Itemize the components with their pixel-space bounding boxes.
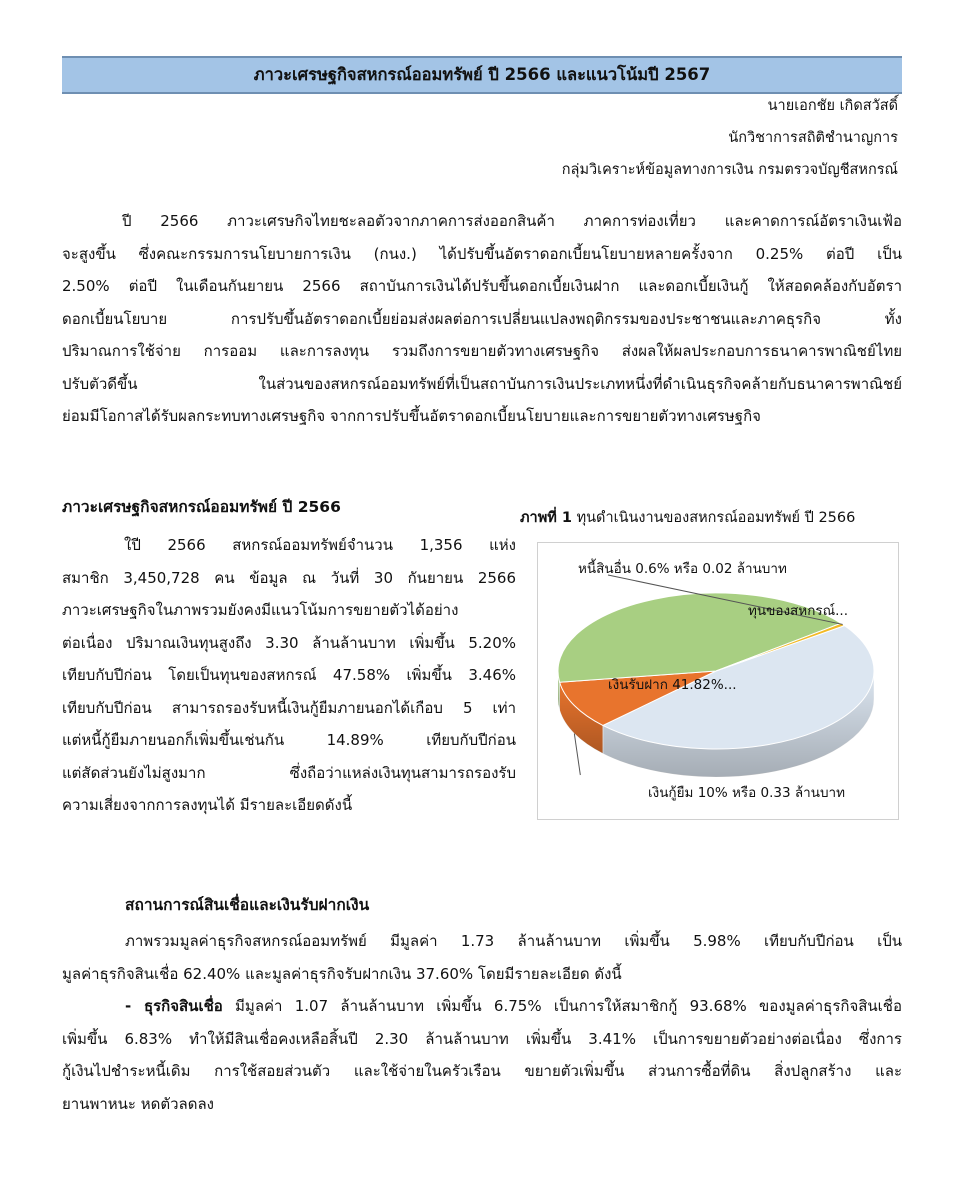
section2-line: มูลค่าธุรกิจสินเชื่อ 62.40% และมูลค่าธุรกิจรับฝากเงิน 37.60% โดยมีรายละเอียด ดังนี้ (62, 964, 622, 983)
slice-label-borrowing: เงินกู้ยืม 10% หรือ 0.33 ล้านบาท (648, 785, 846, 801)
author-name: นายเอกชัย เกิดสวัสดิ์ (767, 98, 898, 114)
intro-line: จะสูงขึ้น ซึ่งคณะกรรมการนโยบายการเงิน (กนง.) ได้ปรับขึ้นอัตราดอกเบี้ยนโยบายหลายครั้งจาก 0.25% ต่อปี เป็น (62, 244, 902, 263)
intro-line: ปรับตัวดีขึ้น ในส่วนของสหกรณ์ออมทรัพย์ที่เป็นสถาบันการเงินประเภทหนึ่งที่ดำเนินธุรกิจคล้ายกับธนาคารพาณิชย์ (62, 374, 902, 393)
intro-line: ปริมาณการใช้จ่าย การออม และการลงทุน รวมถึงการขยายตัวทางเศรษฐกิจ ส่งผลให้ผลประกอบการธนาคารพาณิชย์ไทย (62, 342, 902, 360)
slice-label-other-liabilities: หนี้สินอื่น 0.6% หรือ 0.02 ล้านบาท (578, 561, 787, 577)
section1-line: สมาชิก 3,450,728 คน ข้อมูล ณ วันที่ 30 กันยายน 2566 (62, 568, 516, 587)
credit-line: เพิ่มขึ้น 6.83% ทำให้มีสินเชื่อคงเหลือสิ้นปี 2.30 ล้านล้านบาท เพิ่มขึ้น 3.41% เป็นการขยายตัวอย่างต่อเนื่อง ซึ่งการ (62, 1029, 902, 1048)
section1-paragraph (62, 529, 516, 822)
intro-line: ปี 2566 ภาวะเศรษกิจไทยชะลอตัวจากภาคการส่งออกสินค้า ภาคการท่องเที่ยว และคาดการณ์อัตราเงินเฟ้อ (122, 212, 902, 230)
credit-line: กู้เงินไปชำระหนี้เดิม การใช้สอยส่วนตัว และใช้จ่ายในครัวเรือน ขยายตัวเพิ่มขึ้น ส่วนการซื้อที่ดิน สิ่งปลูกสร้าง และ (62, 1062, 902, 1080)
slice-label-equity: ทุนของสหกรณ์... (748, 603, 849, 619)
section1-line: เทียบกับปีก่อน สามารถรองรับหนี้เงินกู้ยืมภายนอกได้เกือบ 5 เท่า (62, 698, 516, 717)
section1-line: ใปี 2566 สหกรณ์ออมทรัพย์จำนวน 1,356 แห่ง (124, 536, 516, 554)
credit-line: ยานพาหนะ หดตัวลดลง (62, 1094, 214, 1113)
pie-chart (537, 542, 899, 820)
credit-bullet-line (62, 990, 902, 1023)
section1-line: แต่สัดส่วนยังไม่สูงมาก ซึ่งถือว่าแหล่งเงินทุนสามารถรองรับ (62, 763, 516, 782)
section1-line: ภาวะเศรษฐกิจในภาพรวมยังคงมีแนวโน้มการขยายตัวได้อย่าง (62, 601, 459, 619)
section-heading-economy: ภาวะเศรษฐกิจสหกรณ์ออมทรัพย์ ปี 2566 (62, 498, 341, 516)
section1-line: ต่อเนื่อง ปริมาณเงินทุนสูงถึง 3.30 ล้านล้านบาท เพิ่มขึ้น 5.20% (62, 633, 516, 652)
section-heading-credit: สถานการณ์สินเชื่อและเงินรับฝากเงิน (125, 896, 370, 914)
slice-label-deposits: เงินรับฝาก 41.82%... (608, 677, 737, 693)
intro-line: ดอกเบี้ยนโยบาย การปรับขึ้นอัตราดอกเบี้ยย่อมส่งผลต่อการเปลี่ยนแปลงพฤติกรรมของประชาชนและภาคธุรกิจ ทั้ง (62, 309, 902, 328)
credit-bullet-label: - ธุรกิจสินเชื่อ (125, 997, 223, 1015)
figure-caption-text: ทุนดำเนินงานของสหกรณ์ออมทรัพย์ ปี 2566 (576, 510, 856, 526)
intro-line: 2.50% ต่อปี ในเดือนกันยายน 2566 สถาบันการเงินได้ปรับขึ้นดอกเบี้ยเงินฝาก และดอกเบี้ยเงินกู้ ให้สอดคล้องกับอัตรา (62, 277, 902, 295)
figure-caption-label: ภาพที่ 1 (520, 510, 572, 526)
section1-line: เทียบกับปีก่อน โดยเป็นทุนของสหกรณ์ 47.58% เพิ่มขึ้น 3.46% (62, 666, 516, 684)
intro-line: ย่อมมีโอกาสได้รับผลกระทบทางเศรษฐกิจ จากการปรับขึ้นอัตราดอกเบี้ยนโยบายและการขยายตัวทางเศรษฐกิจ (62, 407, 761, 425)
author-position: นักวิชาการสถิติชำนาญการ (728, 130, 898, 146)
section1-line: แต่หนี้กู้ยืมภายนอกก็เพิ่มขึ้นเช่นกัน 14.89% เทียบกับปีก่อน (62, 731, 516, 749)
section2-paragraph (62, 925, 902, 1120)
intro-paragraph (62, 205, 902, 433)
author-department: กลุ่มวิเคราะห์ข้อมูลทางการเงิน กรมตรวจบัญชีสหกรณ์ (561, 162, 898, 178)
document-title: ภาวะเศรษฐกิจสหกรณ์ออมทรัพย์ ปี 2566 และแนวโน้มปี 2567 (253, 65, 711, 84)
leader-line-borrowing (574, 734, 580, 775)
section1-line: ความเสี่ยงจากการลงทุนได้ มีรายละเอียดดังนี้ (62, 796, 353, 814)
document-title-bar (62, 56, 902, 94)
credit-bullet-text: มีมูลค่า 1.07 ล้านล้านบาท เพิ่มขึ้น 6.75% เป็นการให้สมาชิกกู้ 93.68% ของมูลค่าธุรกิจสินเชื่อ (235, 997, 902, 1015)
section2-line: ภาพรวมมูลค่าธุรกิจสหกรณ์ออมทรัพย์ มีมูลค่า 1.73 ล้านล้านบาท เพิ่มขึ้น 5.98% เทียบกับปีก่อน เป็น (125, 932, 902, 950)
figure-caption (520, 506, 855, 529)
